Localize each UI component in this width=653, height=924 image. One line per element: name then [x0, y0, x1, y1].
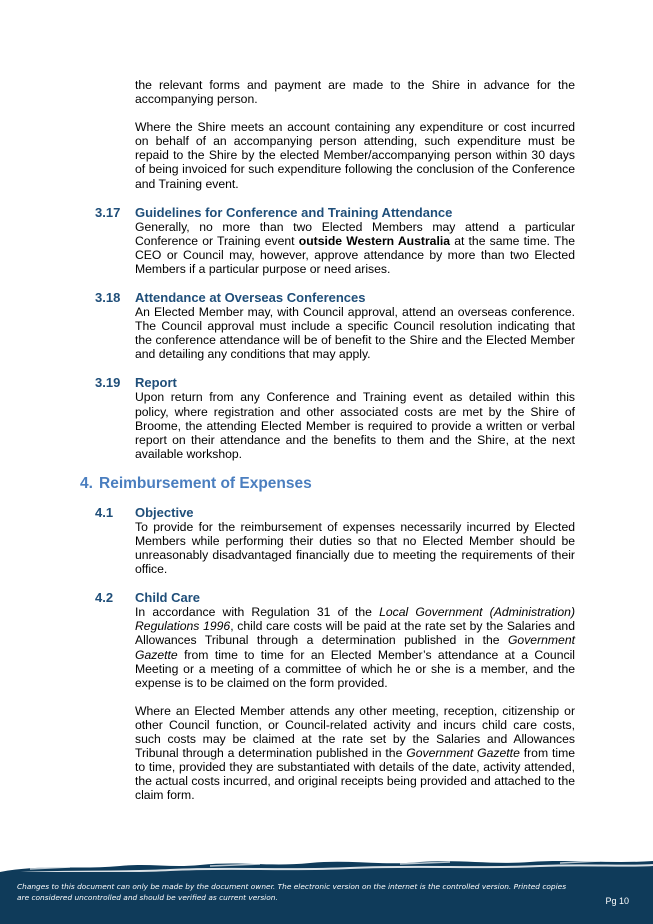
section-title: Reimbursement of Expenses — [99, 474, 312, 492]
italic-text-run: Government Gazette — [135, 633, 575, 662]
subsection-title: Child Care — [135, 590, 201, 606]
italic-text-run: Local Government (Administration) Regulations 1996 — [135, 605, 575, 634]
text-run: In accordance with Regulation 31 of the — [135, 605, 380, 620]
text-run: from time to time for an Elected Member’s attendance at a Council Meeting or a meeting of a committee of which he or she is a member, and the expense is to be claimed on the form provided. — [135, 647, 575, 690]
text-run: at the same time. The CEO or Council may, however, approve attendance by more than two Elected Members if a particular purpose or need arises. — [135, 233, 576, 276]
paragraph-4-1: To provide for the reimbursement of expenses necessarily incurred by Elected Members while performing their duties so that no Elected Member should be unreasonably disadvantaged financially due to meeting the requirements of their office. — [135, 519, 575, 577]
paragraph-3-19: Upon return from any Conference and Training event as detailed within this policy, where registration and other associated costs are met by the Shire of Broome, the attending Elected Member is required to provide a written or verbal report on their attendance and the benefits to them and the Shire, at the next available workshop. — [135, 390, 575, 461]
bold-text-run: outside Western Australia — [298, 233, 451, 248]
subsection-title: Objective — [135, 504, 194, 520]
subsection-heading-3-18 — [0, 290, 653, 305]
intro-paragraph-2: Where the Shire meets an account containing any expenditure or cost incurred on behalf of an accompanying person attending, such expenditure must be repaid to the Shire by the elected Member/accompanying person within 30 days of being invoiced for such expenditure following the conclusion of the Conference and Training event. — [135, 120, 575, 191]
section-heading-4 — [0, 474, 653, 494]
page-content — [0, 78, 653, 802]
page-footer — [0, 872, 653, 924]
paragraph-3-18: An Elected Member may, with Council approval, attend an overseas conference. The Council approval must include a specific Council resolution indicating that the conference attendance will be of benefit to the Shire and the Elected Member and detailing any conditions that may apply. — [135, 305, 575, 362]
subsection-title: Attendance at Overseas Conferences — [135, 290, 366, 306]
text-run: from time to time, provided they are substantiated with details of the date, activity attended, the actual costs incurred, and original receipts being provided and attached to the claim form. — [135, 746, 575, 803]
text-run: Where an Elected Member attends any other meeting, reception, citizenship or other Council function, or Council-related activity and incurs child care costs, such costs may be claimed at the rate set by the Salaries and Allowances Tribunal through a determination published in the — [135, 703, 575, 761]
text-run: , child care costs will be paid at the rate set by the Salaries and Allowances Tribunal through a determination published in the — [135, 619, 575, 648]
subsection-heading-4-1 — [0, 505, 653, 520]
page-number: Pg 10 — [605, 896, 629, 906]
subsection-heading-3-19 — [0, 375, 653, 390]
paragraph-4-2-1 — [135, 605, 575, 690]
paragraph-3-17 — [135, 220, 575, 276]
subsection-title: Report — [135, 375, 177, 391]
section-number: 4. — [80, 474, 93, 492]
subsection-heading-3-17 — [0, 205, 653, 220]
subsection-number: 3.18 — [95, 290, 121, 306]
footer-disclaimer: Changes to this document can only be made by the document owner. The electronic version on the internet is the controlled version. Printed copies are considered uncontrolled and should be verified as current version. — [17, 882, 567, 902]
subsection-number: 4.2 — [95, 590, 114, 606]
subsection-number: 3.17 — [95, 204, 121, 220]
text-run: Generally, no more than two Elected Members may attend a particular Conference or Training event — [135, 219, 575, 248]
italic-text-run: Government Gazette — [406, 746, 520, 761]
paragraph-4-2-2 — [135, 704, 575, 803]
subsection-number: 4.1 — [95, 504, 114, 520]
intro-paragraph-1: the relevant forms and payment are made to the Shire in advance for the accompanying person. — [135, 78, 575, 107]
subsection-title: Guidelines for Conference and Training Attendance — [135, 204, 453, 220]
subsection-heading-4-2 — [0, 590, 653, 605]
subsection-number: 3.19 — [95, 375, 121, 391]
